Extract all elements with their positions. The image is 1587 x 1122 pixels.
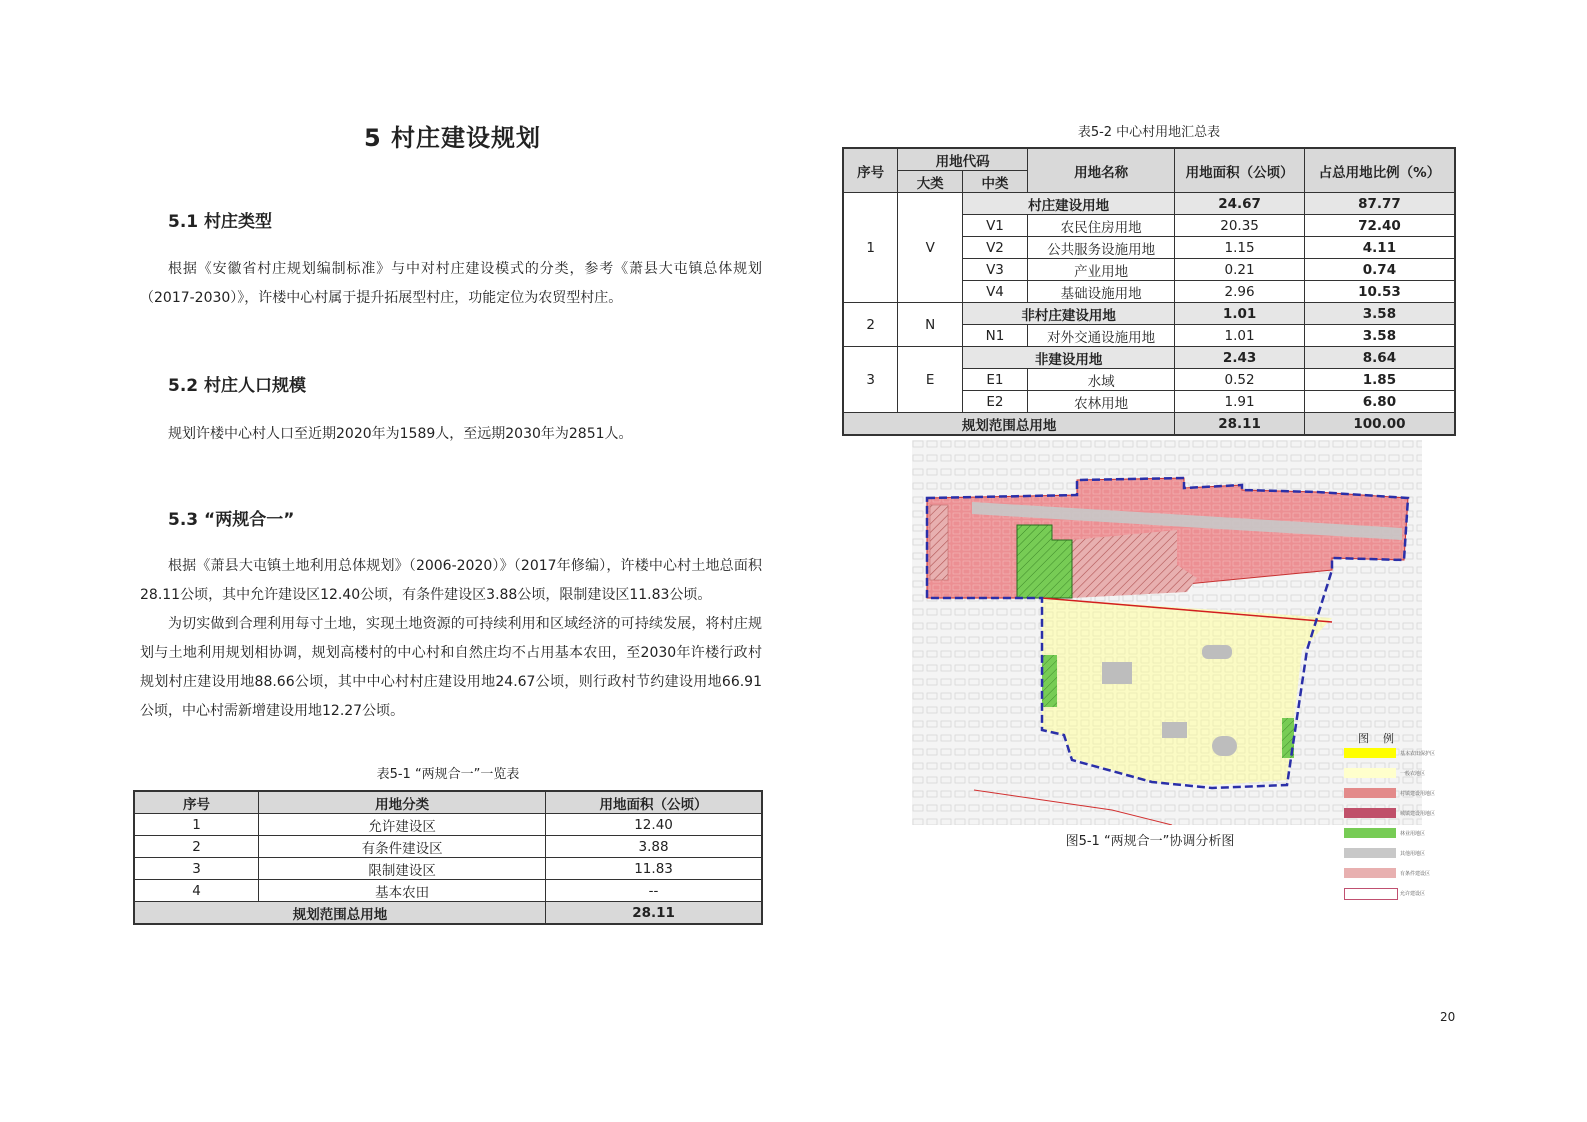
- table1-cell: 4: [134, 880, 259, 902]
- table1-cell: 3: [134, 858, 259, 880]
- section-5-1-heading: 5.1 村庄类型: [168, 212, 273, 232]
- map-legend-swatch: [1344, 808, 1396, 818]
- table2-cell: 20.35: [1175, 215, 1305, 237]
- table1-total-value: 28.11: [546, 902, 762, 925]
- section-5-2-text: [140, 420, 762, 449]
- table2-cell: 0.74: [1304, 259, 1455, 281]
- table2-cell: E: [898, 347, 963, 413]
- table-row: [134, 858, 762, 880]
- table2-cell: 3.58: [1304, 325, 1455, 347]
- table1-cell: 12.40: [546, 814, 762, 836]
- table1-cell: 允许建设区: [259, 814, 546, 836]
- map-legend-item: [1344, 848, 1424, 860]
- map-legend-swatch: [1344, 768, 1396, 778]
- map-legend-item: [1344, 828, 1424, 840]
- table2-group-name: 村庄建设用地: [963, 193, 1175, 215]
- section-5-2-heading: 5.2 村庄人口规模: [168, 376, 307, 396]
- table2-group-name: 非建设用地: [963, 347, 1175, 369]
- table1-cell: 11.83: [546, 858, 762, 880]
- table2-cell: 1.15: [1175, 237, 1305, 259]
- table2-cell: 2: [843, 303, 898, 347]
- table-row: [134, 880, 762, 902]
- table2-cell: 2.96: [1175, 281, 1305, 303]
- table2-cell: 1.01: [1175, 325, 1305, 347]
- table-row: [843, 303, 1455, 325]
- section-5-1-text: [140, 255, 762, 313]
- table2-cell: 水域: [1027, 369, 1174, 391]
- table2-cell: V: [898, 193, 963, 303]
- table2-cell: 3: [843, 347, 898, 413]
- table2-cell: 72.40: [1304, 215, 1455, 237]
- table2-header-area: 用地面积（公顷）: [1175, 148, 1305, 193]
- map-legend-label: 一般农地区: [1400, 771, 1426, 777]
- map-legend-label: 村镇建设用地区: [1400, 791, 1436, 797]
- map-legend-label: 基本农田保护区: [1400, 751, 1436, 757]
- table1-cell: 基本农田: [259, 880, 546, 902]
- table-row: [134, 814, 762, 836]
- table2-cell: 1: [843, 193, 898, 303]
- table2-header-mid: 中类: [963, 171, 1028, 193]
- table1-header-seq: 序号: [134, 791, 259, 814]
- map-caption: 图5-1 “两规合一”协调分析图: [1065, 834, 1235, 849]
- table2-cell: 0.21: [1175, 259, 1305, 281]
- table2-cell: 产业用地: [1027, 259, 1174, 281]
- table2-cell: V1: [963, 215, 1028, 237]
- page-number: 20: [1440, 1010, 1456, 1024]
- map-legend-item: [1344, 888, 1424, 900]
- table2-cell: 6.80: [1304, 391, 1455, 413]
- map-legend-item: [1344, 868, 1431, 880]
- table1-cell: 1: [134, 814, 259, 836]
- table2-header-name: 用地名称: [1027, 148, 1174, 193]
- table2-cell: 1.85: [1304, 369, 1455, 391]
- table1-cell: 有条件建设区: [259, 836, 546, 858]
- table2-cell: 87.77: [1304, 193, 1455, 215]
- table2-total-area: 28.11: [1175, 413, 1305, 436]
- map-legend-title: 图例: [1358, 732, 1408, 745]
- table2-cell: 10.53: [1304, 281, 1455, 303]
- map-legend-swatch: [1344, 888, 1398, 900]
- table2-cell: E1: [963, 369, 1028, 391]
- table2-cell: V4: [963, 281, 1028, 303]
- section-5-3-text: [140, 552, 762, 726]
- table2-caption: 表5-2 中心村用地汇总表: [1077, 125, 1221, 140]
- table2: [842, 147, 1456, 436]
- table-row: [843, 193, 1455, 215]
- table1-cell: 3.88: [546, 836, 762, 858]
- section-5-2-paragraph: 规划许楼中心村人口至近期2020年为1589人，至远期2030年为2851人。: [168, 426, 633, 442]
- map-legend-label: 有条件建设区: [1400, 871, 1431, 877]
- section-5-3-paragraph-2: 为切实做到合理利用每寸土地，实现土地资源的可持续利用和区域经济的可持续发展，将村庄规划与土地利用规划相协调，规划高楼村的中心村和自然庄均不占用基本农田，至2030年许楼行政村规划村庄建设用地88.66公顷，其中中心村村庄建设用地24.67公顷，则行政村节约建设用地66.91公顷，中心村需新增建设用地12.27公顷。: [140, 616, 762, 719]
- table2-total-ratio: 100.00: [1304, 413, 1455, 436]
- map-legend-swatch: [1344, 788, 1396, 798]
- table2-cell: V3: [963, 259, 1028, 281]
- table1-total-label: 规划范围总用地: [134, 902, 546, 925]
- table2-cell: V2: [963, 237, 1028, 259]
- table2-cell: 1.01: [1175, 303, 1305, 325]
- map-legend: [1344, 732, 1436, 897]
- table-row: [843, 347, 1455, 369]
- table2-cell: E2: [963, 391, 1028, 413]
- table2-cell: 对外交通设施用地: [1027, 325, 1174, 347]
- table1-header-area: 用地面积（公顷）: [546, 791, 762, 814]
- table1: [133, 790, 763, 925]
- map-legend-item: [1344, 788, 1436, 800]
- table2-cell: 0.52: [1175, 369, 1305, 391]
- map-legend-swatch: [1344, 868, 1396, 878]
- table2-total-label: 规划范围总用地: [843, 413, 1175, 436]
- chapter-title: 5 村庄建设规划: [364, 124, 542, 152]
- table2-cell: 2.43: [1175, 347, 1305, 369]
- table2-cell: 8.64: [1304, 347, 1455, 369]
- table1-caption: 表5-1 “两规合一”一览表: [376, 767, 520, 782]
- map-legend-label: 其他用地区: [1400, 851, 1426, 857]
- table2-cell: 公共服务设施用地: [1027, 237, 1174, 259]
- map-legend-label: 允许建设区: [1400, 891, 1426, 897]
- section-5-3-paragraph-1: 根据《萧县大屯镇土地利用总体规划》（2006-2020）》（2017年修编），许楼中心村土地总面积28.11公顷，其中允许建设区12.40公顷，有条件建设区3.88公顷，限制建设区11.83公顷。: [140, 558, 762, 603]
- table1-header-category: 用地分类: [259, 791, 546, 814]
- table2-cell: 基础设施用地: [1027, 281, 1174, 303]
- table2-cell: 农民住房用地: [1027, 215, 1174, 237]
- table-row: [134, 836, 762, 858]
- map-legend-label: 城镇建设用地区: [1400, 811, 1436, 817]
- map-legend-swatch: [1344, 828, 1396, 838]
- table2-header-code: 用地代码: [898, 148, 1028, 171]
- section-5-1-paragraph: 根据《安徽省村庄规划编制标准》与中对村庄建设模式的分类，参考《萧县大屯镇总体规划（2017-2030）》，许楼中心村属于提升拓展型村庄，功能定位为农贸型村庄。: [140, 261, 762, 306]
- map-legend-item: [1344, 808, 1436, 820]
- table2-cell: 4.11: [1304, 237, 1455, 259]
- table2-cell: 1.91: [1175, 391, 1305, 413]
- table2-header-ratio: 占总用地比例（%）: [1304, 148, 1455, 193]
- table2-cell: N1: [963, 325, 1028, 347]
- table2-cell: 3.58: [1304, 303, 1455, 325]
- table1-cell: 限制建设区: [259, 858, 546, 880]
- table2-header-major: 大类: [898, 171, 963, 193]
- table2-header-seq: 序号: [843, 148, 898, 193]
- map-legend-label: 林业用地区: [1400, 831, 1426, 837]
- table1-cell: 2: [134, 836, 259, 858]
- table2-cell: 农林用地: [1027, 391, 1174, 413]
- table2-group-name: 非村庄建设用地: [963, 303, 1175, 325]
- table2-cell: N: [898, 303, 963, 347]
- map-legend-swatch: [1344, 848, 1396, 858]
- map-legend-item: [1344, 748, 1436, 760]
- table2-cell: 24.67: [1175, 193, 1305, 215]
- table1-cell: --: [546, 880, 762, 902]
- map-legend-item: [1344, 768, 1424, 780]
- map-legend-swatch: [1344, 748, 1396, 758]
- section-5-3-heading: 5.3 “两规合一”: [168, 510, 295, 530]
